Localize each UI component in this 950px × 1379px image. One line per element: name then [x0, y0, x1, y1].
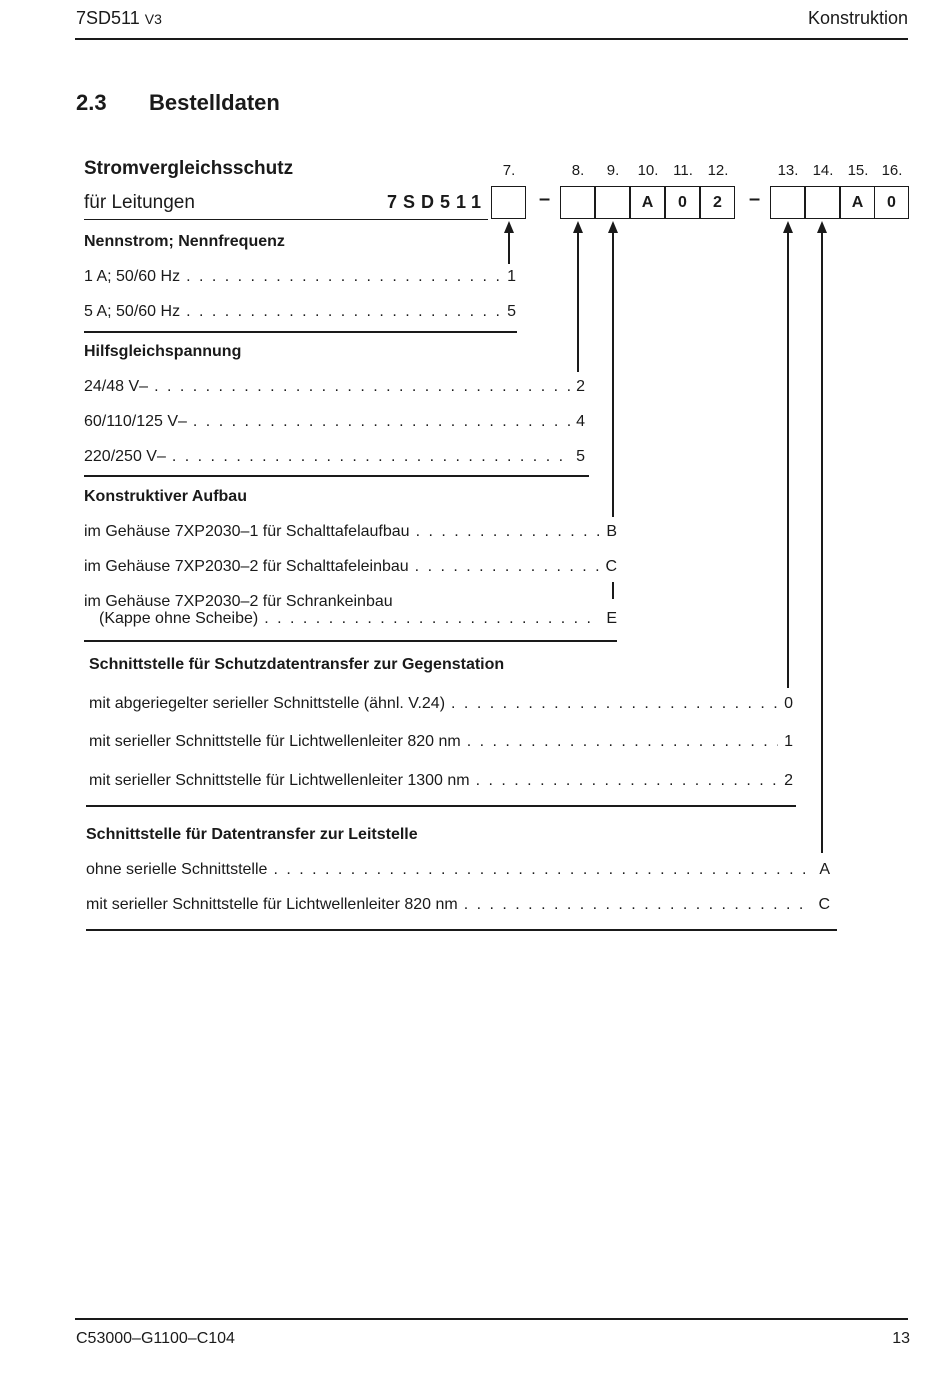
- section-number: 2.3: [76, 90, 107, 115]
- group-heading-construction: Konstruktiver Aufbau: [84, 488, 247, 505]
- document-id: [76, 8, 162, 29]
- leader-dots: [186, 268, 501, 286]
- position-label-13: 13.: [777, 162, 799, 179]
- order-separator: –: [539, 188, 551, 210]
- leader-dots: [476, 772, 778, 790]
- group-heading-control-interface: Schnittstelle für Datentransfer zur Leitstelle: [86, 826, 418, 843]
- connector-line-8: [577, 231, 579, 372]
- option-row: im Gehäuse 7XP2030–2 für Schalttafeleinbau . . . C: [84, 558, 617, 578]
- connector-line-9b: [612, 582, 614, 599]
- leader-dots: [416, 523, 601, 541]
- order-box-12: 2: [700, 186, 735, 219]
- option-row: mit serieller Schnittstelle für Lichtwellenleiter 820 nm . . . 1: [89, 733, 793, 753]
- connector-line-9: [612, 231, 614, 517]
- footer-rule: [75, 1318, 908, 1320]
- option-row: mit abgeriegelter serieller Schnittstelle (ähnl. V.24) . . . 0: [89, 695, 793, 715]
- position-label-8: 8.: [571, 162, 585, 179]
- leader-dots: [193, 413, 570, 431]
- connector-line-7: [508, 231, 510, 264]
- leader-dots: [264, 610, 600, 628]
- position-label-14: 14.: [812, 162, 834, 179]
- version-label: V3: [144, 11, 162, 27]
- leader-dots: [186, 303, 501, 321]
- leader-dots: [172, 448, 570, 466]
- option-row: 24/48 V– . . . 2: [84, 378, 585, 398]
- position-label-9: 9.: [606, 162, 620, 179]
- order-box-13: [770, 186, 805, 219]
- document-number: C53000–G1100–C104: [76, 1330, 235, 1347]
- order-box-15: A: [840, 186, 875, 219]
- order-box-11: 0: [665, 186, 700, 219]
- leader-dots: [273, 861, 813, 879]
- group-rule: [84, 640, 617, 642]
- position-label-11: 11.: [673, 162, 693, 179]
- product-title: Stromvergleichsschutz: [84, 158, 294, 179]
- group-rule: [84, 331, 517, 333]
- option-row: im Gehäuse 7XP2030–1 für Schalttafelaufbau . . . B: [84, 523, 617, 543]
- section-title: Bestelldaten: [149, 90, 280, 115]
- group-rule: [86, 929, 837, 931]
- option-row: ohne serielle Schnittstelle . . . A: [86, 861, 830, 881]
- title-rule: [84, 219, 488, 220]
- group-rule: [84, 475, 589, 477]
- option-row: mit serieller Schnittstelle für Lichtwellenleiter 1300 nm . . . 2: [89, 772, 793, 792]
- connector-line-14: [821, 231, 823, 853]
- option-row: (Kappe ohne Scheibe) . . . E: [99, 610, 617, 630]
- position-label-7: 7.: [502, 162, 516, 179]
- order-box-9: [595, 186, 630, 219]
- leader-dots: [415, 558, 600, 576]
- leader-dots: [464, 896, 813, 914]
- option-row: mit serieller Schnittstelle für Lichtwellenleiter 820 nm . . . C: [86, 896, 830, 916]
- page-number: 13: [892, 1330, 910, 1347]
- order-box-8: [560, 186, 595, 219]
- group-heading-rated-current: Nennstrom; Nennfrequenz: [84, 233, 285, 250]
- option-label-line1: im Gehäuse 7XP2030–2 für Schrankeinbau: [84, 593, 393, 610]
- leader-dots: [467, 733, 778, 751]
- leader-dots: [451, 695, 778, 713]
- option-row: 220/250 V– . . . 5: [84, 448, 585, 468]
- order-box-16: 0: [874, 186, 909, 219]
- order-separator: –: [749, 188, 761, 210]
- order-box-7: [491, 186, 526, 219]
- header-rule: [75, 38, 908, 40]
- leader-dots: [154, 378, 570, 396]
- option-row: 1 A; 50/60 Hz . . . 1: [84, 268, 516, 288]
- order-code-prefix: 7SD511: [387, 192, 488, 212]
- position-label-12: 12.: [707, 162, 729, 179]
- group-heading-protection-interface: Schnittstelle für Schutzdatentransfer zur Gegenstation: [89, 656, 505, 673]
- option-row: 60/110/125 V– . . . 4: [84, 413, 585, 433]
- position-label-10: 10.: [637, 162, 659, 179]
- chapter-title: Konstruktion: [807, 8, 908, 28]
- option-row: 5 A; 50/60 Hz . . . 5: [84, 303, 516, 323]
- group-heading-aux-voltage: Hilfsgleichspannung: [84, 343, 242, 360]
- product-subtitle: für Leitungen: [84, 192, 195, 213]
- connector-line-13: [787, 231, 789, 688]
- order-box-10: A: [630, 186, 665, 219]
- order-box-14: [805, 186, 840, 219]
- position-label-16: 16.: [881, 162, 903, 179]
- product-name: 7SD511: [76, 8, 140, 28]
- position-label-15: 15.: [847, 162, 869, 179]
- group-rule: [86, 805, 796, 807]
